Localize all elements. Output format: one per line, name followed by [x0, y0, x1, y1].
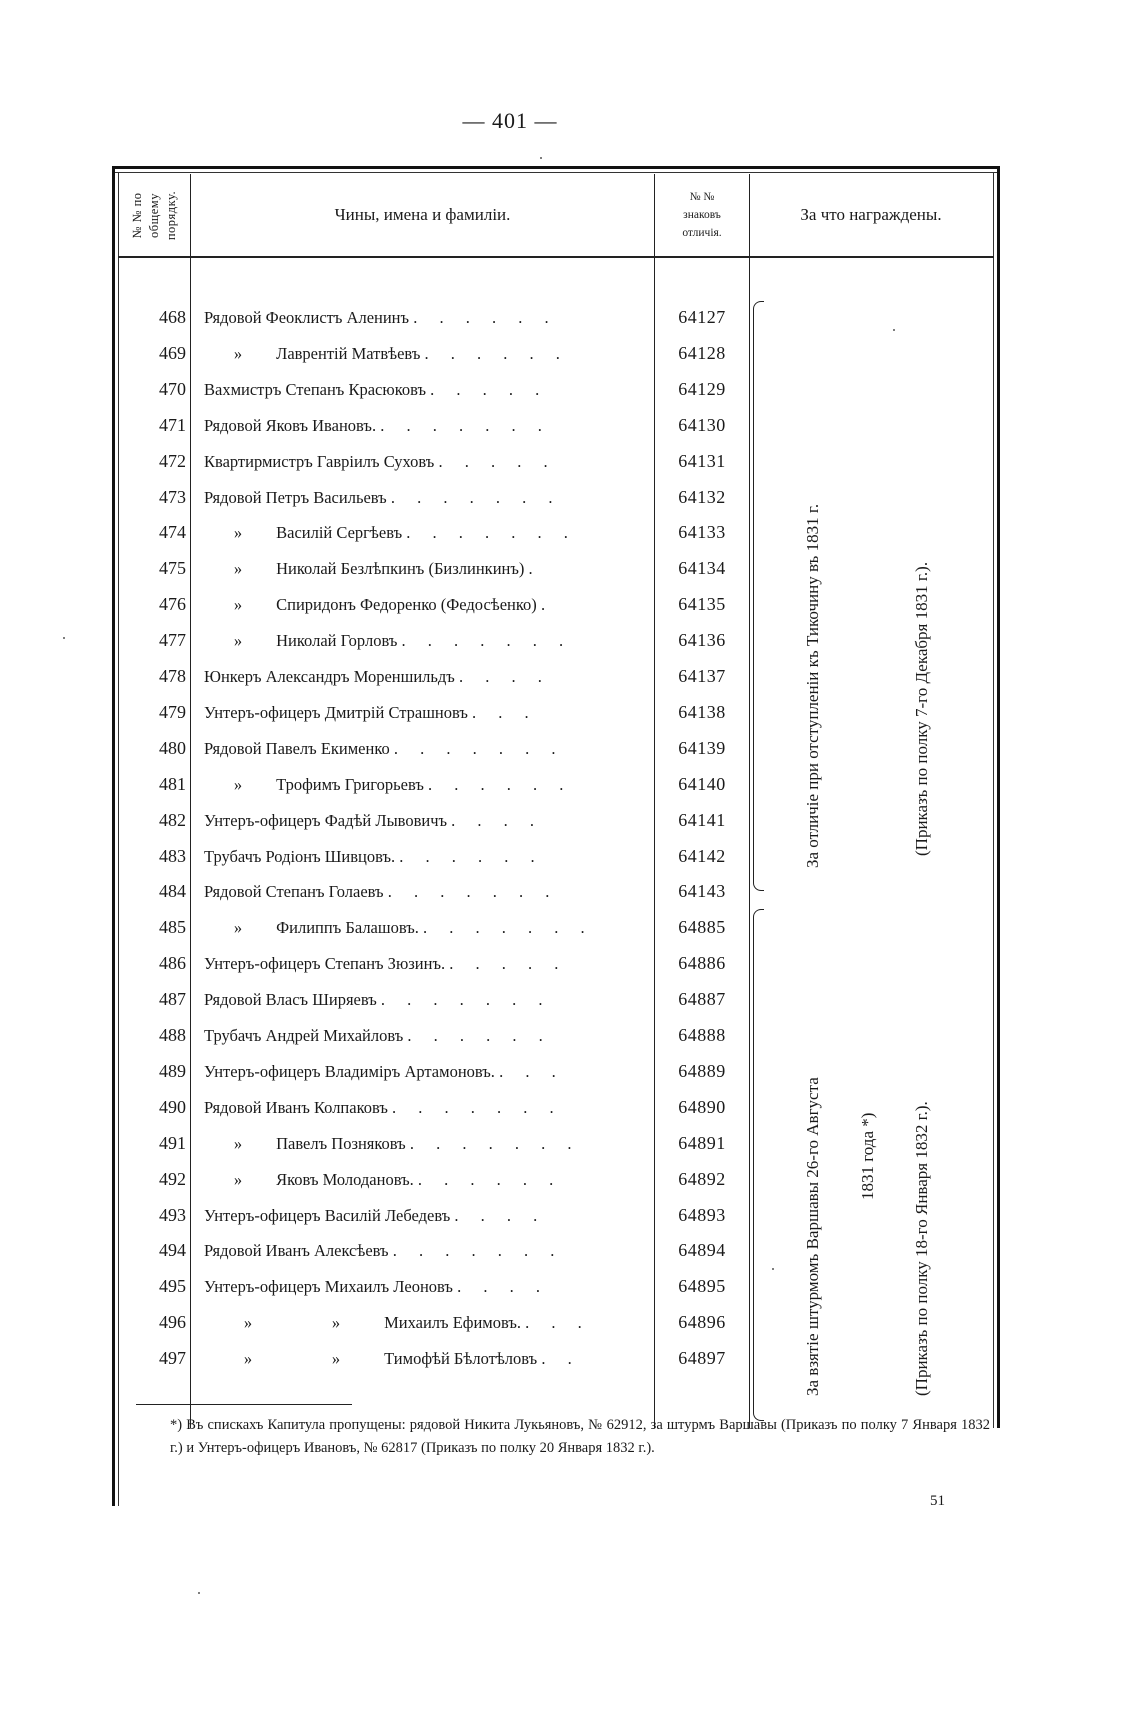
- print-speck: [198, 1592, 200, 1594]
- person-name: Михаилъ Ефимовъ.: [384, 1313, 522, 1333]
- rank: Рядовой: [204, 487, 262, 507]
- badge-number: 64128: [678, 342, 726, 363]
- ditto-mark: »: [243, 1313, 253, 1333]
- rank: Унтеръ-офицеръ: [204, 702, 321, 722]
- leader-dots: . . . . .: [438, 451, 557, 471]
- table-row: [112, 444, 1000, 480]
- table-row: [112, 1054, 1000, 1090]
- header-serial-line-3: порядку.: [164, 190, 179, 240]
- leader-dots: . . . . . . .: [392, 1097, 563, 1117]
- table-row: [112, 623, 1000, 659]
- serial-number: 478: [159, 666, 186, 686]
- print-speck: [772, 1268, 774, 1270]
- serial-number: 489: [159, 1060, 186, 1081]
- serial-number: 476: [159, 594, 186, 615]
- person-name: Петръ Васильевъ: [265, 487, 387, 507]
- leader-dots: . . . . .: [449, 954, 568, 974]
- badge-number: 64142: [678, 845, 726, 866]
- serial-number: 481: [159, 773, 186, 794]
- table-row: [112, 803, 1000, 839]
- person-name: Феоклистъ Аленинъ: [265, 308, 410, 327]
- serial-number: 487: [159, 989, 186, 1010]
- leader-dots: .: [540, 595, 555, 615]
- badge-number: 64895: [678, 1276, 726, 1297]
- header-serial-number: [120, 174, 190, 256]
- rank-and-name: [204, 703, 652, 723]
- page-number: — 401 —: [462, 108, 558, 133]
- table-row: [112, 372, 1000, 408]
- rank-and-name: [204, 523, 652, 543]
- rank-and-name: [204, 1026, 652, 1046]
- reason-group-2-order: (Приказъ по полку 18-го Января 1832 г.).: [912, 1101, 931, 1396]
- rank: Рядовой: [204, 738, 262, 758]
- table-row: [112, 300, 1000, 336]
- table-row: [112, 1341, 1000, 1377]
- serial-number: 471: [159, 414, 186, 435]
- leader-dots: . . . . .: [430, 379, 549, 399]
- header-badge-line-3: отличія.: [682, 227, 722, 239]
- serial-number: 473: [159, 486, 186, 507]
- rank: Квартирмистръ: [204, 451, 313, 471]
- serial-number: 470: [159, 378, 186, 399]
- leader-dots: . . . . . . .: [380, 990, 552, 1010]
- badge-number: 64127: [678, 307, 726, 327]
- table-row: [112, 1198, 1000, 1234]
- person-name: Филиппъ Балашовъ.: [276, 918, 419, 938]
- ditto-mark: »: [233, 774, 243, 794]
- leader-dots: . . .: [472, 702, 538, 722]
- header-serial-line-1: № № по: [130, 191, 145, 239]
- rank-and-name: [204, 595, 652, 615]
- badge-number: 64897: [678, 1348, 726, 1369]
- rank-and-name: [204, 990, 652, 1010]
- reason-group-2-text-line-2: 1831 года *): [858, 1112, 877, 1200]
- table-row: [112, 1233, 1000, 1269]
- person-name: Владиміръ Артамоновъ.: [324, 1061, 495, 1081]
- badge-number: 64139: [678, 737, 726, 758]
- ditto-mark: »: [233, 559, 243, 579]
- person-name: Николай Безлѣпкинъ (Бизлинкинъ): [276, 559, 525, 579]
- badge-number: 64892: [678, 1168, 726, 1189]
- table-row: [112, 695, 1000, 731]
- badge-number: 64891: [678, 1132, 726, 1153]
- person-name: Михаилъ Леоновъ: [324, 1277, 453, 1297]
- leader-dots: . . . . . . .: [409, 1133, 581, 1153]
- person-name: Василій Лебедевъ: [324, 1205, 451, 1225]
- header-badge-numbers: [655, 174, 749, 256]
- leader-dots: . . . . . . .: [387, 882, 559, 902]
- rank-and-name: [204, 488, 652, 508]
- awards-table: [112, 166, 1000, 1506]
- badge-number: 64135: [678, 594, 726, 615]
- leader-dots: . . . . . . .: [380, 415, 551, 435]
- serial-number: 494: [159, 1240, 186, 1261]
- header-award-reason: За что награждены.: [800, 205, 942, 224]
- person-name: Иванъ Колпаковъ: [265, 1097, 388, 1117]
- serial-number: 474: [159, 522, 186, 543]
- serial-number: 497: [159, 1348, 186, 1369]
- rank-and-name: [204, 1277, 652, 1297]
- rank-and-name: [204, 1313, 652, 1333]
- person-name: Гавріилъ Суховъ: [316, 451, 435, 471]
- rank: Рядовой: [204, 1241, 262, 1261]
- ditto-mark: »: [331, 1313, 341, 1333]
- table-row: [112, 731, 1000, 767]
- rank: Унтеръ-офицеръ: [204, 810, 321, 830]
- badge-number: 64886: [678, 953, 726, 974]
- rank-and-name: [204, 1134, 652, 1154]
- badge-number: 64141: [678, 809, 726, 830]
- rank: Трубачъ: [204, 1026, 262, 1045]
- leader-dots: . . . . . .: [407, 1026, 552, 1045]
- reason-group-1-order: (Приказъ по полку 7-го Декабря 1831 г.).: [912, 561, 931, 856]
- rank-and-name: [204, 559, 652, 579]
- badge-number: 64134: [678, 558, 726, 579]
- rank: Унтеръ-офицеръ: [204, 1205, 321, 1225]
- table-row: [112, 659, 1000, 695]
- badge-number: 64896: [678, 1312, 726, 1333]
- rank: Трубачъ: [204, 846, 262, 866]
- table-row: [112, 982, 1000, 1018]
- serial-number: 483: [159, 845, 186, 866]
- badge-number: 64894: [678, 1240, 726, 1261]
- person-name: Яковъ Молодановъ.: [276, 1169, 414, 1189]
- leader-dots: . . . .: [454, 1205, 547, 1225]
- person-name: Дмитрій Страшновъ: [324, 702, 468, 722]
- rank-and-name: [204, 1062, 652, 1082]
- rank-and-name: [204, 1098, 652, 1118]
- serial-number: 475: [159, 558, 186, 579]
- rank-and-name: [204, 631, 652, 651]
- leader-dots: . . . . . . .: [390, 487, 562, 507]
- rank-and-name: [204, 775, 652, 795]
- rank-and-name: [204, 1206, 652, 1226]
- person-name: Павелъ Позняковъ: [276, 1133, 406, 1153]
- ditto-mark: »: [331, 1349, 341, 1369]
- person-name: Степанъ Зюзинъ.: [324, 954, 446, 974]
- table-row: [112, 480, 1000, 516]
- reason-group-2-text: За взятіе штурмомъ Варшавы 26-го Августа: [803, 1077, 822, 1396]
- table-row: [112, 1269, 1000, 1305]
- badge-number: 64132: [678, 486, 726, 507]
- serial-number: 495: [159, 1276, 186, 1297]
- table-row: [112, 874, 1000, 910]
- footnote: [122, 1414, 990, 1460]
- print-speck: [893, 329, 895, 331]
- table-row: [112, 839, 1000, 875]
- rank-and-name: [204, 667, 652, 687]
- rank-and-name: [204, 811, 652, 831]
- rank-and-name: [204, 416, 652, 436]
- badge-number: 64140: [678, 773, 726, 794]
- serial-number: 479: [159, 701, 186, 722]
- print-speck: [540, 157, 542, 159]
- rank: Рядовой: [204, 1097, 262, 1117]
- ditto-mark: »: [233, 631, 243, 651]
- header-badge-line-2: знаковъ: [683, 209, 721, 221]
- person-name: Павелъ Екименко: [265, 738, 390, 758]
- badge-number: 64130: [678, 414, 726, 435]
- serial-number: 490: [159, 1096, 186, 1117]
- ditto-mark: »: [233, 918, 243, 938]
- leader-dots: . . . . . .: [424, 343, 569, 363]
- serial-number: 484: [159, 881, 186, 902]
- rank: Вахмистръ: [204, 379, 282, 399]
- sheet-number: 51: [930, 1493, 945, 1509]
- badge-number: 64143: [678, 881, 726, 902]
- rank: Рядовой: [204, 882, 262, 902]
- table-row: [112, 946, 1000, 982]
- print-speck: [63, 637, 65, 639]
- rank-and-name: [204, 739, 652, 759]
- table-border-top-inner: [112, 172, 1000, 173]
- badge-number: 64885: [678, 917, 726, 938]
- badge-number: 64129: [678, 378, 726, 399]
- leader-dots: . . . . . .: [399, 846, 544, 866]
- leader-dots: . . . .: [457, 1277, 549, 1297]
- leader-dots: . . . .: [451, 810, 544, 830]
- badge-number: 64888: [678, 1025, 726, 1045]
- rank: Унтеръ-офицеръ: [204, 1061, 321, 1081]
- serial-number: 491: [159, 1132, 186, 1153]
- rank-and-name: [204, 847, 652, 867]
- rank-and-name: [204, 380, 652, 400]
- serial-number: 468: [159, 307, 186, 327]
- person-name: Фадѣй Лывовичъ: [324, 810, 448, 830]
- badge-number: 64890: [678, 1096, 726, 1117]
- person-name: Лаврентій Матвѣевъ: [276, 343, 421, 363]
- leader-dots: . . . . . . .: [393, 738, 565, 758]
- serial-number: 469: [159, 342, 186, 363]
- leader-dots: . . . . . . .: [406, 523, 577, 543]
- person-name: Яковъ Ивановъ.: [265, 415, 377, 435]
- ditto-mark: »: [233, 343, 243, 363]
- leader-dots: . . .: [525, 1313, 591, 1333]
- leader-dots: . . . . . . .: [401, 631, 573, 651]
- person-name: Александръ Мореншильдъ: [265, 667, 455, 686]
- ditto-mark: »: [233, 595, 243, 615]
- rank-and-name: [204, 452, 652, 472]
- table-row: [112, 1018, 1000, 1054]
- person-name: Василій Сергѣевъ: [276, 523, 403, 543]
- person-name: Тимофѣй Бѣлотѣловъ: [384, 1349, 538, 1369]
- rank: Юнкеръ: [204, 667, 262, 686]
- person-name: Степанъ Голаевъ: [265, 882, 384, 902]
- rank-and-name: [204, 918, 652, 938]
- table-row: [112, 587, 1000, 623]
- badge-number: 64131: [678, 450, 726, 471]
- brace-group-1: [753, 301, 764, 891]
- person-name: Власъ Ширяевъ: [265, 990, 377, 1010]
- serial-number: 496: [159, 1312, 186, 1333]
- table-border-top: [112, 166, 1000, 169]
- badge-number: 64137: [678, 666, 726, 686]
- person-name: Николай Горловъ: [276, 631, 398, 651]
- person-name: Спиридонъ Федоренко (Федосѣенко): [276, 595, 537, 615]
- rank: Рядовой: [204, 415, 262, 435]
- leader-dots: . . . . . .: [413, 308, 558, 327]
- rank-and-name: [204, 954, 652, 974]
- header-serial-line-2: общему: [147, 192, 162, 238]
- rank-and-name: [204, 1241, 652, 1261]
- table-row: [112, 1305, 1000, 1341]
- leader-dots: . . . . . .: [428, 774, 573, 794]
- table-row: [112, 336, 1000, 372]
- serial-number: 486: [159, 953, 186, 974]
- rank-and-name: [204, 344, 652, 364]
- leader-dots: . . .: [499, 1061, 565, 1081]
- ditto-mark: »: [243, 1349, 253, 1369]
- serial-number: 477: [159, 630, 186, 651]
- footnote-rule: [136, 1404, 352, 1405]
- serial-number: 472: [159, 450, 186, 471]
- rank: Рядовой: [204, 308, 262, 327]
- badge-number: 64887: [678, 989, 726, 1010]
- table-row: [112, 910, 1000, 946]
- badge-number: 64133: [678, 522, 726, 543]
- badge-number: 64136: [678, 630, 726, 651]
- person-name: Андрей Михайловъ: [265, 1026, 404, 1045]
- badge-number: 64889: [678, 1060, 726, 1081]
- badge-number: 64893: [678, 1204, 726, 1225]
- rank: Унтеръ-офицеръ: [204, 954, 321, 974]
- ditto-mark: »: [233, 1133, 243, 1153]
- reason-group-1-text: За отличіе при отступленіи къ Тикочину въ 1831 г.: [803, 503, 822, 868]
- serial-number: 492: [159, 1168, 186, 1189]
- serial-number: 482: [159, 809, 186, 830]
- rank-and-name: [204, 1170, 652, 1190]
- serial-number: 493: [159, 1204, 186, 1225]
- ditto-mark: »: [233, 1169, 243, 1189]
- leader-dots: . .: [541, 1349, 581, 1369]
- rank-and-name: [204, 308, 652, 328]
- person-name: Трофимъ Григорьевъ: [276, 774, 424, 794]
- table-row: [112, 551, 1000, 587]
- serial-number: 488: [159, 1025, 186, 1045]
- rank: Рядовой: [204, 990, 262, 1010]
- table-row: [112, 408, 1000, 444]
- header-divider: [118, 256, 994, 258]
- table-row: [112, 515, 1000, 551]
- header-badge-line-1: № №: [689, 191, 715, 203]
- leader-dots: . . . . . .: [417, 1169, 563, 1189]
- rank: Унтеръ-офицеръ: [204, 1277, 321, 1297]
- brace-group-2: [753, 909, 764, 1421]
- leader-dots: . . . . . . .: [423, 918, 594, 938]
- person-name: Степанъ Красюковъ: [285, 379, 427, 399]
- leader-dots: . . . .: [458, 667, 551, 686]
- serial-number: 485: [159, 917, 186, 938]
- person-name: Родіонъ Шивцовъ.: [265, 846, 396, 866]
- badge-number: 64138: [678, 701, 726, 722]
- rank-and-name: [204, 882, 652, 902]
- leader-dots: .: [528, 559, 542, 579]
- ditto-mark: »: [233, 523, 243, 543]
- footnote-text: *) Въ спискахъ Капитула пропущены: рядовой Никита Лукьяновъ, № 62912, за штурмъ Варшавы (Приказъ по полку 7 Января 1832 г.) и Унтеръ-офицеръ Ивановъ, № 62817 (Приказъ по полку 20 Января 1832 г.).: [170, 1417, 990, 1456]
- leader-dots: . . . . . . .: [392, 1241, 564, 1261]
- table-row: [112, 767, 1000, 803]
- person-name: Иванъ Алексѣевъ: [265, 1241, 389, 1261]
- header-ranks-names: Чины, имена и фамиліи.: [334, 205, 511, 224]
- serial-number: 480: [159, 737, 186, 758]
- rank-and-name: [204, 1349, 652, 1369]
